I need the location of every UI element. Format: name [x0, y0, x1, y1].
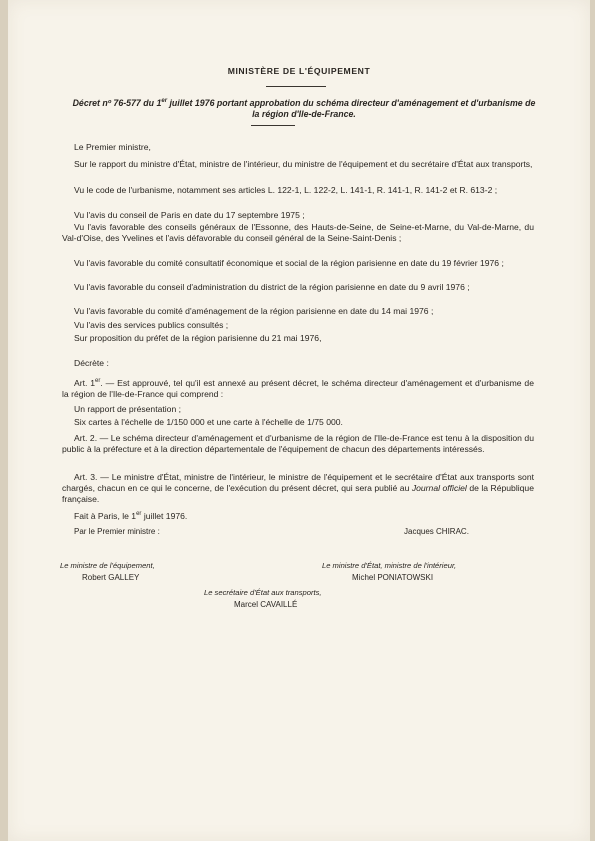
place-date-sup: er: [136, 511, 142, 517]
article-1-item: Un rapport de présentation ;: [74, 404, 182, 414]
preamble-line: Vu l'avis du conseil de Paris en date du 17 septembre 1975 ;: [74, 210, 305, 220]
art1-text: . — Est approuvé, tel qu'il est annexé au présent décret, le schéma directeur d'aménagement et d'urbanisme de la région de l'Ile-de-France qui comprend :: [62, 377, 534, 399]
decree-title: [70, 96, 538, 120]
article-1: [62, 376, 534, 399]
title-sup: er: [161, 98, 168, 104]
title-rest: juillet 1976 portant approbation du schéma directeur d'aménagement et d'urbanisme de la région d'Ile-de-France.: [167, 97, 536, 119]
article-1-item: Six cartes à l'échelle de 1/150 000 et une carte à l'échelle de 1/75 000.: [74, 417, 343, 427]
article-3: [62, 472, 534, 504]
preamble-line: Vu l'avis favorable du comité d'aménagement de la région parisienne en date du 14 mai 1976 ;: [74, 306, 434, 316]
rule-1: [266, 86, 326, 87]
place-date: [74, 509, 187, 522]
place-date-prefix: Fait à Paris, le 1: [74, 510, 137, 521]
place-date-rest: juillet 1976.: [141, 510, 188, 521]
art3-before: Art. 3. — Le ministre d'État, ministre de l'intérieur, le ministre de l'équipement et le secrétaire d'État aux transports sont chargés, chacun en ce qui le concerne, de l'exécution du présent décret, qui sera publié au: [62, 472, 534, 493]
art3-after: de la République française.: [62, 482, 534, 504]
decrees-line: Décrète :: [74, 358, 109, 368]
preamble-line: Vu le code de l'urbanisme, notamment ses articles L. 122-1, L. 122-2, L. 141-1, R. 141-1, R. 141-2 et R. 613-2 ;: [74, 185, 498, 195]
article-2: Art. 2. — Le schéma directeur d'aménagement et d'urbanisme de la région de l'Ile-de-France est tenu à la disposition du public à la préfecture et à la direction départementale de l'équipement de chacun des départements intéressés.: [62, 433, 534, 454]
art3-journal-officiel: Journal officiel: [411, 482, 467, 493]
prime-minister-name: Jacques CHIRAC.: [404, 527, 469, 536]
preamble-line: Le Premier ministre,: [74, 142, 151, 152]
by-prime-minister: Par le Premier ministre :: [74, 527, 160, 536]
title-prefix: Décret nº 76-577 du 1: [72, 97, 162, 108]
document-page: [8, 0, 590, 841]
signatory-name: Michel PONIATOWSKI: [352, 573, 434, 582]
rule-2: [251, 125, 295, 126]
art1-label: Art. 1: [74, 377, 96, 388]
preamble-line: Vu l'avis favorable du comité consultatif économique et social de la région parisienne en date du 19 février 1976 ;: [74, 258, 504, 268]
signatory-role: Le ministre de l'équipement,: [60, 561, 155, 570]
scan-left-edge: [0, 0, 8, 841]
signatory-name: Marcel CAVAILLÉ: [234, 600, 298, 609]
signatory-name: Robert GALLEY: [82, 573, 140, 582]
art1-sup: er: [95, 378, 101, 384]
scan-right-edge: [590, 0, 595, 841]
preamble-line: Vu l'avis favorable du conseil d'administration du district de la région parisienne en date du 9 avril 1976 ;: [74, 282, 470, 292]
preamble-line: Vu l'avis des services publics consultés ;: [74, 320, 229, 330]
ministry-heading: MINISTÈRE DE L'ÉQUIPEMENT: [227, 66, 371, 76]
signatory-role: Le ministre d'État, ministre de l'intérieur,: [322, 561, 457, 570]
preamble-line: Sur le rapport du ministre d'État, ministre de l'intérieur, du ministre de l'équipement et du secrétaire d'État aux transports,: [74, 159, 533, 169]
preamble-line: Vu l'avis favorable des conseils généraux de l'Essonne, des Hauts-de-Seine, de Seine-et-Marne, du Val-de-Marne, du Val-d'Oise, des Yvelines et l'avis défavorable du conseil général de la Seine-Saint-Denis ;: [62, 222, 534, 243]
signatory-role: Le secrétaire d'État aux transports,: [204, 588, 322, 597]
preamble-line: Sur proposition du préfet de la région parisienne du 21 mai 1976,: [74, 333, 322, 343]
